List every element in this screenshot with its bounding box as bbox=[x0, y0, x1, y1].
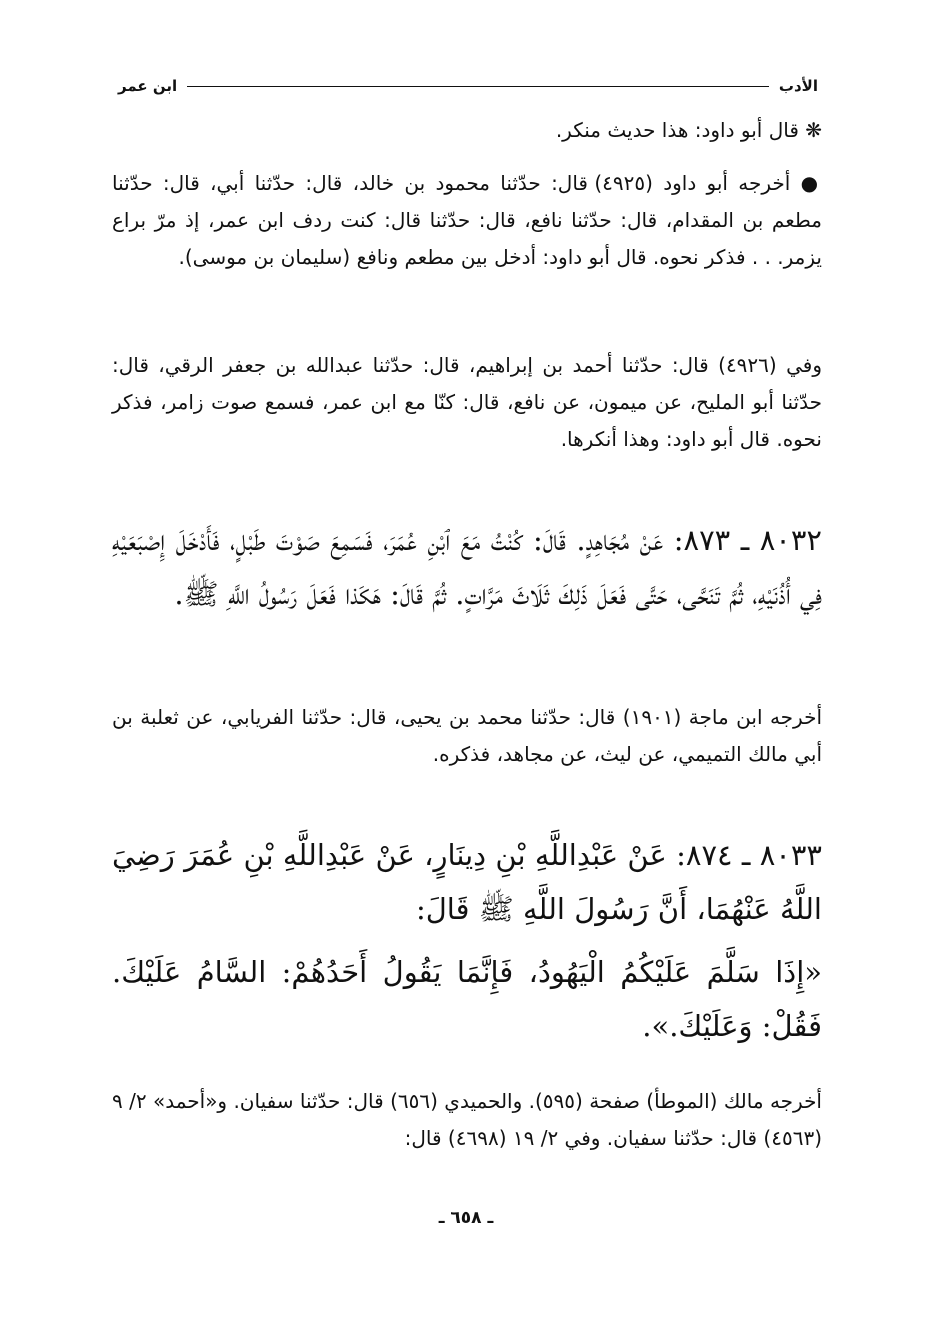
paragraph-text: أخرجه مالك (الموطأ) صفحة (٥٩٥). والحميدي (٦٥٦) قال: حدّثنا سفيان. و«أحمد» ٢/ ٩ (٤٥٦٣) قال: حدّثنا سفيان. وفي ٢/ ١٩ (٤٦٩٨) قال: bbox=[112, 1089, 822, 1150]
hadith-8033 bbox=[112, 828, 822, 936]
paragraph-text: وفي (٤٩٢٦) قال: حدّثنا أحمد بن إبراهيم، قال: حدّثنا عبدالله بن جعفر الرقي، قال: حدّثنا أبو المليح، عن ميمون، عن نافع، قال: كنّا مع ابن عمر، فسمع صوت زامر، فذكر نحوه. قال أبو داود: وهذا أنكرها. bbox=[112, 353, 822, 451]
running-header bbox=[118, 72, 818, 100]
header-rule bbox=[187, 86, 769, 87]
paragraph-text: ● أخرجه أبو داود (٤٩٢٥) قال: حدّثنا محمود بن خالد، قال: حدّثنا أبي، قال: حدّثنا مطعم بن المقدام، قال: حدّثنا نافع، قال: حدّثنا قال: كنت ردف ابن عمر، إذ مرّ براع يزمر. . . فذكر نحوه. قال أبو داود: أدخل بين مطعم ونافع (سليمان بن موسى). bbox=[112, 171, 822, 269]
hadith-text: «إِذَا سَلَّمَ عَلَيْكُمُ الْيَهُودُ، فَإِنَّمَا يَقُولُ أَحَدُهُمْ: السَّامُ عَلَيْكَ. فَقُلْ: وَعَلَيْكَ.». bbox=[112, 955, 822, 1043]
takhrij-paragraph bbox=[112, 1083, 822, 1157]
takhrij-paragraph bbox=[112, 165, 822, 276]
header-section: ابن عمر bbox=[118, 77, 178, 95]
paragraph-text: أخرجه ابن ماجة (١٩٠١) قال: حدّثنا محمد بن يحيى، قال: حدّثنا الفريابي، عن ثعلبة بن أبي مالك التميمي، عن ليث، عن مجاهد، فذكره. bbox=[112, 705, 822, 766]
hadith-text: ٨٠٣٣ ـ ٨٧٤: عَنْ عَبْدِاللَّهِ بْنِ دِينَارٍ، عَنْ عَبْدِاللَّهِ بْنِ عُمَرَ رَضِيَ اللَّهُ عَنْهُمَا، أَنَّ رَسُولَ اللَّهِ ﷺ قَالَ: bbox=[112, 838, 822, 926]
hadith-8033-matn bbox=[112, 945, 822, 1053]
note-paragraph bbox=[112, 112, 822, 149]
hadith-text: ٨٠٣٢ ـ ٨٧٣: عَنْ مُجَاهِدٍ. قَالَ: كُنْتُ مَعَ ٱبْنِ عُمَرَ، فَسَمِعَ صَوْتَ طَبْلٍ، فَأَدْخَلَ إِصْبَعَيْهِ فِي أُذُنَيْهِ، ثُمَّ تَنَحَّى، حَتَّى فَعَلَ ذَلِكَ ثَلَاثَ مَرَّاتٍ. ثُمَّ قَالَ: هَكَذا فَعَلَ رَسُولُ اللَّهِ ﷺ. bbox=[112, 523, 822, 611]
takhrij-paragraph bbox=[112, 347, 822, 458]
hadith-8032 bbox=[112, 513, 822, 621]
page-number: ـ ٦٥٨ ـ bbox=[438, 1208, 494, 1228]
takhrij-paragraph bbox=[112, 699, 822, 773]
header-chapter: الأدب bbox=[778, 77, 818, 95]
paragraph-text: ❋ قال أبو داود: هذا حديث منكر. bbox=[555, 118, 822, 142]
